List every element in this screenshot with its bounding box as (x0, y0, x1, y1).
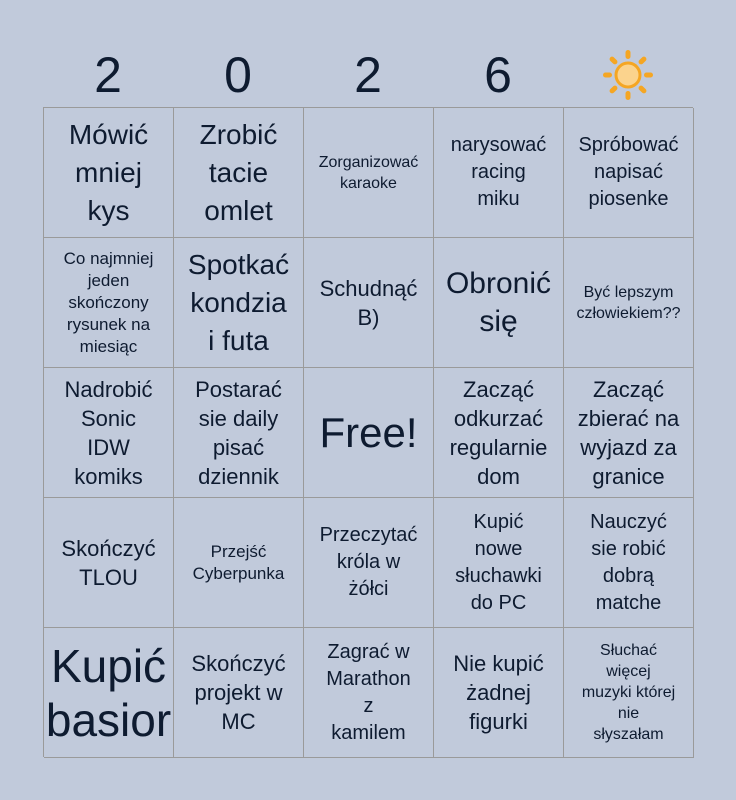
header-digit: 2 (354, 47, 382, 103)
bingo-cell[interactable]: Mówić mniej kys (44, 108, 174, 238)
bingo-cell[interactable]: Postarać sie daily pisać dziennik (174, 368, 304, 498)
bingo-cell[interactable]: Co najmniej jeden skończony rysunek na miesiąc (44, 238, 174, 368)
header-digit: 0 (224, 47, 252, 103)
bingo-cell[interactable]: narysować racing miku (434, 108, 564, 238)
bingo-cell[interactable]: Obronić się (434, 238, 564, 368)
bingo-cell[interactable]: Zagrać w Marathon z kamilem (304, 628, 434, 758)
bingo-cell[interactable]: Zrobić tacie omlet (174, 108, 304, 238)
bingo-cell[interactable]: Kupić basior (44, 628, 174, 758)
bingo-cell[interactable]: Zacząć zbierać na wyjazd za granice (564, 368, 694, 498)
bingo-cell[interactable]: Zacząć odkurzać regularnie dom (434, 368, 564, 498)
header-icon-cell (563, 44, 693, 106)
bingo-cell[interactable]: Zorganizować karaoke (304, 108, 434, 238)
header-digit: 2 (94, 47, 122, 103)
bingo-cell[interactable]: Nauczyć sie robić dobrą matche (564, 498, 694, 628)
bingo-cell[interactable]: Słuchać więcej muzyki której nie słyszałam (564, 628, 694, 758)
bingo-cell[interactable]: Spotkać kondzia i futa (174, 238, 304, 368)
free-space[interactable]: Free! (304, 368, 434, 498)
bingo-cell[interactable]: Przejść Cyberpunka (174, 498, 304, 628)
bingo-cell[interactable]: Nie kupić żadnej figurki (434, 628, 564, 758)
bingo-header (43, 44, 693, 106)
bingo-cell[interactable]: Być lepszym człowiekiem?? (564, 238, 694, 368)
bingo-cell[interactable]: Nadrobić Sonic IDW komiks (44, 368, 174, 498)
header-digit: 6 (484, 47, 512, 103)
bingo-cell[interactable]: Kupić nowe słuchawki do PC (434, 498, 564, 628)
sun-icon (601, 48, 655, 102)
bingo-grid (43, 107, 693, 757)
bingo-cell[interactable]: Przeczytać króla w żółci (304, 498, 434, 628)
bingo-cell[interactable]: Spróbować napisać piosenke (564, 108, 694, 238)
bingo-cell[interactable]: Skończyć projekt w MC (174, 628, 304, 758)
bingo-cell[interactable]: Skończyć TLOU (44, 498, 174, 628)
bingo-cell[interactable]: Schudnąć B) (304, 238, 434, 368)
